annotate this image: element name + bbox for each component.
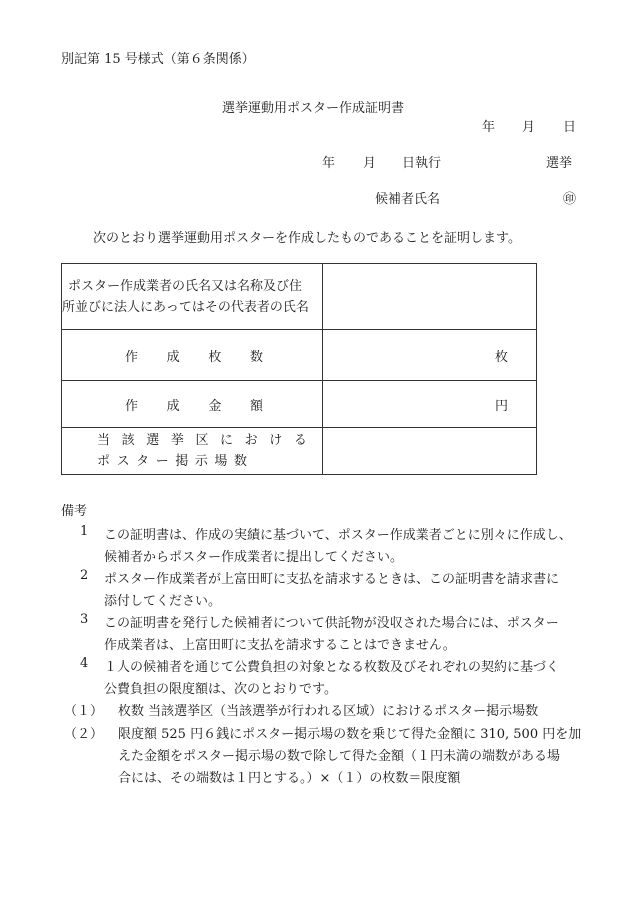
certificate-table [61, 263, 537, 475]
poster-sites-char: け [269, 433, 283, 448]
quantity-unit: 枚 [494, 349, 508, 365]
election-year: 年 [322, 156, 336, 171]
poster-sites-char: 場 [214, 454, 228, 469]
table-row [62, 264, 537, 330]
poster-sites-char: 掲 [175, 454, 189, 469]
remarks-heading: 備考 [61, 504, 88, 519]
remark-text: 公費負担の限度額は、次のとおりです。 [104, 682, 337, 697]
maker-name-label [62, 264, 323, 330]
remark-text: この証明書を発行した候補者について供託物が没収された場合には、ポスター [104, 616, 559, 631]
election-held: 日執行 [402, 156, 442, 171]
sub-text: えた金額をポスター掲示場の数で除して得た金額（１円未満の端数がある場 [118, 749, 561, 764]
poster-sites-char: 挙 [170, 433, 184, 448]
remark-text: １人の候補者を通じて公費負担の対象となる枚数及びそれぞれの契約に基づく [104, 660, 560, 675]
remark-text: 添付してください。 [104, 594, 222, 609]
election-month: 月 [363, 156, 377, 171]
remark-text: 候補者からポスター作成業者に提出してください。 [104, 550, 404, 565]
statement: 次のとおり選挙運動用ポスターを作成したものであることを証明します。 [93, 231, 521, 246]
seal-mark: ㊞ [563, 192, 577, 207]
election-type: 選挙 [546, 156, 573, 171]
amount-label-char: 金 [208, 398, 222, 414]
poster-sites-char: 区 [195, 433, 209, 448]
amount-label-char: 作 [125, 398, 139, 414]
amount-label [62, 381, 323, 428]
remark-text: 作成業者は、上富田町に支払を請求することはできません。 [104, 638, 456, 653]
quantity-label-char: 成 [166, 349, 180, 365]
date-month: 月 [522, 120, 536, 135]
document-title: 選挙運動用ポスター作成証明書 [222, 101, 405, 116]
poster-sites-value[interactable] [323, 428, 537, 475]
sub-text: 枚数 当該選挙区（当該選挙が行われる区域）におけるポスター掲示場数 [118, 704, 539, 719]
poster-sites-char: 選 [146, 433, 160, 448]
candidate-label: 候補者氏名 [375, 192, 441, 207]
quantity-label-char: 数 [249, 349, 263, 365]
remark-number: 3 [80, 612, 89, 627]
date-year: 年 [482, 120, 496, 135]
table-row [62, 381, 537, 428]
poster-sites-char: お [244, 433, 258, 448]
sub-text: 合には、その端数は１円とする。）×（１）の枚数＝限度額 [118, 771, 461, 786]
poster-sites-char: ス [116, 454, 130, 469]
date-day: 日 [563, 120, 577, 135]
poster-sites-char: に [220, 433, 234, 448]
sub-number: （２） [64, 727, 104, 742]
poster-sites-char: る [293, 433, 307, 448]
remark-number: 4 [80, 656, 89, 671]
amount-value[interactable] [323, 381, 537, 428]
amount-label-char: 額 [249, 398, 263, 414]
maker-name-label-line1: ポスター作成業者の氏名又は名称及び住 [68, 278, 303, 294]
amount-label-char: 成 [166, 398, 180, 414]
remark-text: この証明書は、作成の実績に基づいて、ポスター作成業者ごとに別々に作成し、 [104, 528, 572, 543]
poster-sites-char: ポ [97, 454, 111, 469]
poster-sites-char: ー [155, 454, 169, 469]
amount-unit: 円 [494, 398, 508, 414]
maker-name-value[interactable] [323, 264, 537, 330]
remark-number: 1 [80, 524, 89, 539]
poster-sites-char: 当 [97, 433, 111, 448]
form-number: 別記第 15 号様式（第６条関係） [61, 52, 255, 67]
table-row [62, 428, 537, 475]
remark-text: ポスター作成業者が上富田町に支払を請求するときは、この証明書を請求書に [104, 572, 560, 587]
quantity-value[interactable] [323, 330, 537, 381]
quantity-label-char: 枚 [208, 349, 222, 365]
remark-number: 2 [80, 568, 89, 583]
quantity-label [62, 330, 323, 381]
poster-sites-char: 該 [121, 433, 135, 448]
maker-name-label-line2: 所並びに法人にあってはその代表者の氏名 [62, 299, 309, 315]
poster-sites-label [62, 428, 323, 475]
sub-text: 限度額 525 円６銭にポスター掲示場の数を乗じて得た金額に 310, 500 円を加 [118, 727, 582, 742]
poster-sites-char: 数 [233, 454, 247, 469]
quantity-label-char: 作 [125, 349, 139, 365]
poster-sites-char: 示 [194, 454, 208, 469]
table-row [62, 330, 537, 381]
poster-sites-char: タ [136, 454, 150, 469]
sub-number: （１） [64, 704, 104, 719]
